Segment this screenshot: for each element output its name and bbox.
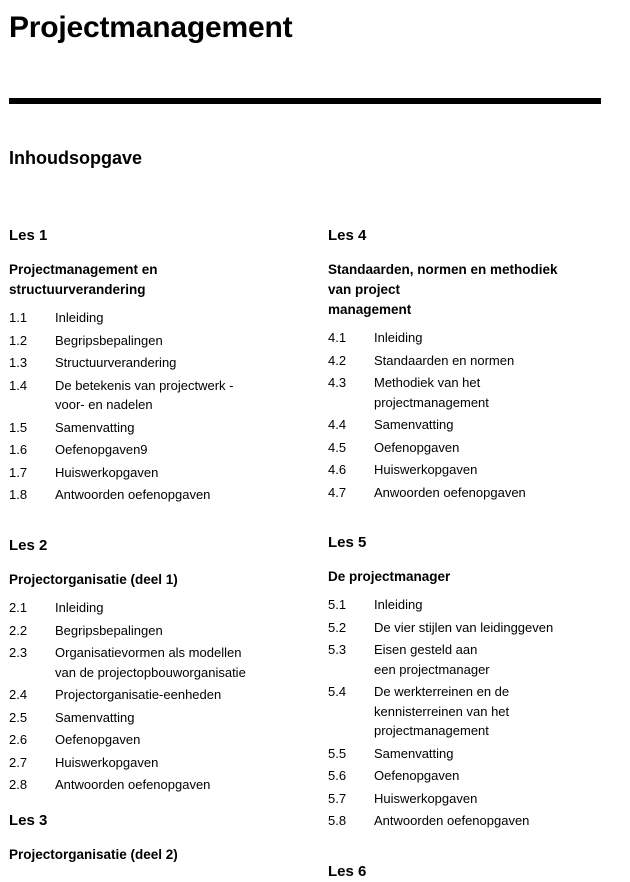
toc-entry-text: Huiswerkopgaven [374,462,478,477]
lesson-section [328,226,623,505]
toc-entry-number: 5.1 [328,597,347,612]
toc-entry-number: 5.4 [328,684,347,699]
toc-entry-number: 2.2 [9,622,28,638]
lesson-items [9,598,309,795]
toc-entry-number: 2.3 [9,645,28,660]
toc-entry [328,483,623,503]
toc-entry-number: 4.5 [328,439,347,455]
toc-entry-text: Antwoorden oefenopgaven [55,777,211,792]
toc-entry-number: 2.7 [9,754,28,770]
toc-entry [9,753,309,773]
toc-entry-number: 5.5 [328,745,347,761]
toc-entry-text: Begripsbepalingen [55,622,163,638]
toc-entry-number: 2.5 [9,709,28,725]
toc-entry-text: Begripsbepalingen [55,332,163,348]
toc-entry-text: Inleiding [55,600,104,615]
toc-heading: Inhoudsopgave [9,148,143,168]
lesson-items [328,328,623,502]
toc-entry-text: Huiswerkopgaven [374,790,478,806]
toc-entry-number: 5.2 [328,619,347,635]
toc-entry [9,440,309,460]
toc-entry [9,730,309,750]
lesson-label: Les 3 [9,812,48,829]
toc-entry [9,685,309,705]
toc-entry [9,418,309,438]
toc-entry-text: Standaarden en normen [374,352,515,368]
toc-entry-number: 4.7 [328,484,347,500]
toc-entry-number: 2.8 [9,777,28,792]
toc-entry [328,438,623,458]
lesson-title: Projectmanagement en structuurverandering [9,262,158,297]
toc-entry-number: 5.7 [328,790,347,806]
toc-entry-text: Huiswerkopgaven [55,464,159,480]
toc-entry-text: Structuurverandering [55,355,177,370]
toc-entry-text: Samenvatting [374,417,454,432]
toc-entry [9,621,309,641]
title-rule [9,98,601,104]
toc-entry-text: Oefenopgaven [374,439,460,455]
lesson-items [9,308,309,505]
toc-entry-text: Inleiding [374,330,423,345]
toc-entry [9,708,309,728]
toc-entry-text: Samenvatting [374,745,454,761]
toc-entry-number: 2.6 [9,732,28,747]
toc-entry [328,351,623,371]
toc-entry-text: Samenvatting [55,419,135,435]
toc-entry-text: Oefenopgaven9 [55,442,148,457]
toc-entry [328,595,623,615]
toc-entry-text: Organisatievormen als modellen van de projectopbouworganisatie [55,645,246,680]
toc-entry [9,376,309,415]
toc-entry-text: De betekenis van projectwerk - voor- en nadelen [55,377,234,412]
toc-entry-text: Inleiding [55,310,104,325]
lesson-title: De projectmanager [328,569,451,584]
lesson-label: Les 1 [9,227,48,244]
toc-entry [328,811,623,831]
lesson-title: Projectorganisatie (deel 1) [9,572,178,587]
lesson-label: Les 6 [328,863,367,880]
lesson-section [328,862,623,882]
toc-entry-number: 1.8 [9,487,28,502]
toc-entry [328,373,623,412]
toc-entry-number: 5.6 [328,768,347,783]
toc-entry [9,308,309,328]
toc-entry-number: 1.6 [9,442,28,457]
document-title: Projectmanagement [9,11,293,44]
toc-entry [9,485,309,505]
toc-entry [328,682,623,741]
toc-entry-number: 5.8 [328,813,347,828]
toc-entry-number: 4.2 [328,352,347,368]
toc-entry-text: Eisen gesteld aan een projectmanager [374,642,490,677]
toc-entry-number: 2.1 [9,600,28,615]
lesson-title: Projectorganisatie (deel 2) [9,847,178,862]
toc-entry-text: Antwoorden oefenopgaven [374,813,530,828]
toc-entry [9,463,309,483]
toc-entry-text: Oefenopgaven [374,768,460,783]
toc-entry-text: Projectorganisatie-eenheden [55,687,222,702]
lesson-section [328,533,623,834]
toc-entry [328,328,623,348]
toc-entry-text: Samenvatting [55,709,135,725]
lesson-section [9,811,309,865]
toc-entry-number: 1.4 [9,377,28,393]
toc-entry-text: De werkterreinen en de kennisterreinen van het projectmanagement [374,684,510,738]
toc-entry [9,353,309,373]
lesson-items [328,595,623,831]
lesson-label: Les 4 [328,227,367,244]
lesson-title: Standaarden, normen en methodiek van project management [328,262,558,317]
toc-entry [328,789,623,809]
lesson-section [9,536,309,798]
toc-entry-number: 4.4 [328,417,347,432]
toc-entry [328,415,623,435]
toc-entry-text: Antwoorden oefenopgaven [55,487,211,502]
lesson-section [9,226,309,508]
toc-entry-number: 4.3 [328,375,347,390]
toc-entry-text: Oefenopgaven [55,732,141,747]
toc-entry-number: 5.3 [328,642,347,657]
toc-entry [328,766,623,786]
toc-entry-number: 4.1 [328,330,347,345]
toc-entry [9,643,309,682]
toc-entry [9,598,309,618]
lesson-label: Les 2 [9,537,48,554]
toc-entry-number: 1.2 [9,332,28,348]
toc-entry-text: Inleiding [374,597,423,612]
toc-entry [9,331,309,351]
toc-entry [328,744,623,764]
toc-entry-text: Methodiek van het projectmanagement [374,375,489,410]
toc-entry [328,460,623,480]
toc-entry-number: 1.7 [9,464,28,480]
toc-entry-number: 1.5 [9,419,28,435]
toc-entry-number: 1.1 [9,310,28,325]
toc-entry-text: Huiswerkopgaven [55,754,159,770]
toc-entry-text: De vier stijlen van leidinggeven [374,619,554,635]
toc-entry-number: 2.4 [9,687,28,702]
toc-entry-number: 4.6 [328,462,347,477]
lesson-label: Les 5 [328,534,367,551]
toc-entry-number: 1.3 [9,355,28,370]
toc-entry [328,618,623,638]
toc-entry [9,775,309,795]
toc-entry-text: Anwoorden oefenopgaven [374,484,526,500]
toc-entry [328,640,623,679]
